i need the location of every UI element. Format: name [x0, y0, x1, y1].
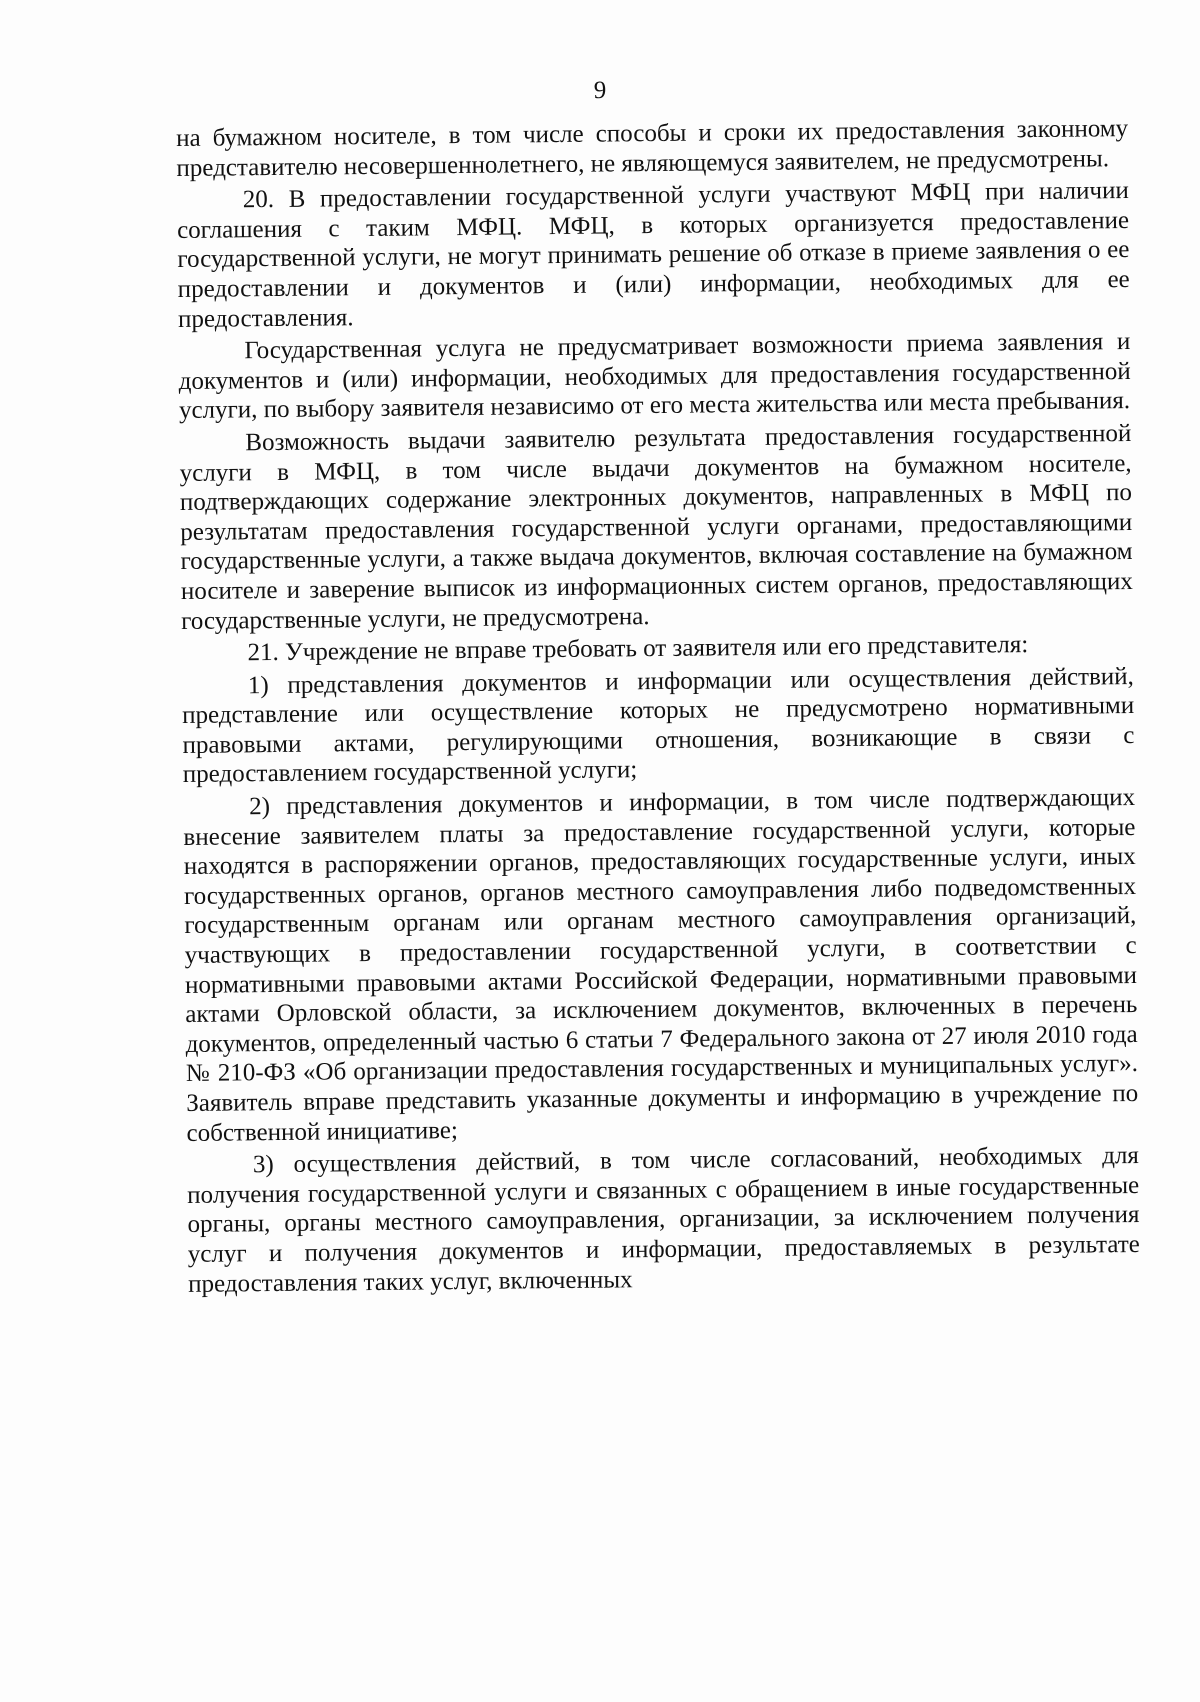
list-item-1: 1) представления документов и информации или осуществления действий, представление или осуществление которых не предусмотрено нормативными правовыми актами, регулирующими отношения, возникающие в связи с предоставлением государственной услуги; — [182, 662, 1135, 789]
document-body — [176, 114, 1140, 1299]
paragraph-mfc-issuance: Возможность выдачи заявителю результата предоставления государственной услуги в МФЦ, в том числе выдачи документов на бумажном носителе, подтверждающих содержание электронных документов, направленных в МФЦ по результатам предоставления государственной услуги органами, предоставляющими государственные услуги, а также выдача документов, включая составление на бумажном носителе и заверение выписок из информационных систем органов, предоставляющих государственные услуги, не предусмотрена. — [179, 419, 1133, 635]
paragraph-continuation: на бумажном носителе, в том числе способы и сроки их предоставления законному представителю несовершеннолетнего, не являющемуся заявителем, не предусмотрены. — [176, 115, 1129, 182]
paragraph-item-21: 21. Учреждение не вправе требовать от заявителя или его представителя: — [247, 631, 1029, 667]
list-item-3: 3) осуществления действий, в том числе согласований, необходимых для получения государственной услуги и связанных с обращением в иные государственные органы, органы местного самоуправления, организации, за исключением получения услуг и получения документов и информации, предоставляемых в результате предоставления таких услуг, включенных — [187, 1142, 1140, 1298]
paragraph-item-20: 20. В предоставлении государственной услуги участвуют МФЦ при наличии соглашения с таким МФЦ. МФЦ, в которых организуется предоставление государственной услуги, не могут принимать решение об отказе в приеме заявления о ее предоставлении и документов и (или) информации, необходимых для ее предоставления. — [176, 177, 1130, 333]
list-item-2: 2) представления документов и информации, в том числе подтверждающих внесение заявителем платы за предоставление государственной услуги, которые находятся в распоряжении органов, предоставляющих государственные услуги, иных государственных органов, органов местного самоуправления либо подведомственных государственным органам или органам местного самоуправления организаций, участвующих в предоставлении государственной услуги, в соответствии с нормативными правовыми актами Российской Федерации, нормативными правовыми актами Орловской области, за исключением документов, включенных в перечень документов, определенный частью 6 статьи 7 Федерального закона от 27 июля 2010 года № 210-ФЗ «Об организации предоставления государственных и муниципальных услуг». Заявитель вправе представить указанные документы и информацию в учреждение по собственной инициативе; — [183, 784, 1139, 1147]
paragraph-no-extraterritorial: Государственная услуга не предусматривает возможности приема заявления и документов и (или) информации, необходимых для предоставления государственной услуги, по выбору заявителя независимо от его места жительства или места пребывания. — [178, 328, 1131, 425]
page-number: 9 — [593, 77, 607, 104]
